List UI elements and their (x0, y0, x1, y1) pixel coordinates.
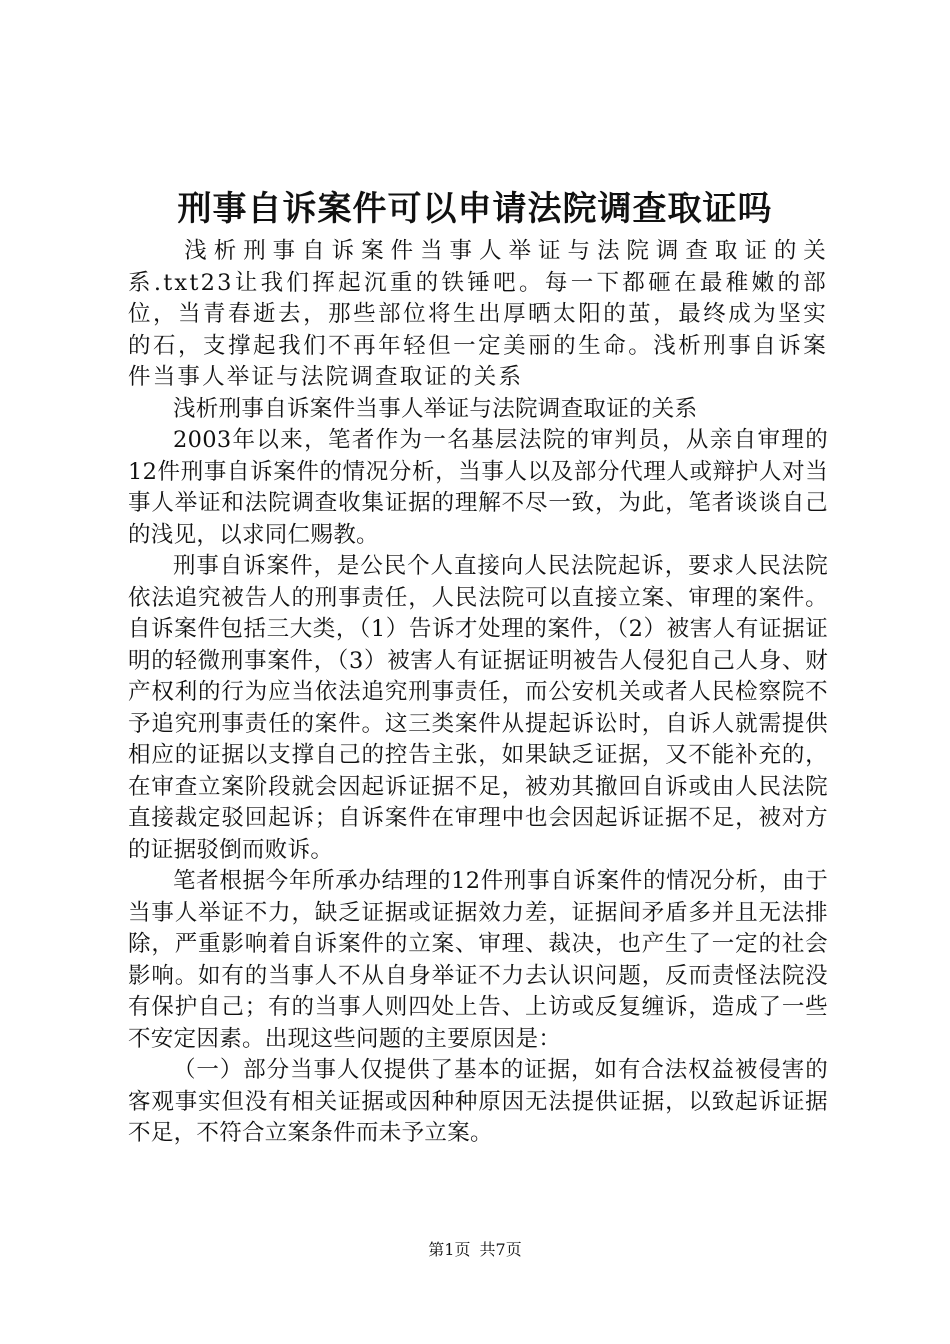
page-footer (0, 1240, 950, 1260)
paragraph-background: 2003年以来，笔者作为一名基层法院的审判员，从亲自审理的12件刑事自诉案件的情况分析，当事人以及部分代理人或辩护人对当事人举证和法院调查收集证据的理解不尽一致，为此，笔者谈谈自己的浅见，以求同仁赐教。 (128, 427, 828, 548)
paragraph-definition: 刑事自诉案件，是公民个人直接向人民法院起诉，要求人民法院依法追究被告人的刑事责任，人民法院可以直接立案、审理的案件。自诉案件包括三大类，（1）告诉才处理的案件，（2）被害人有证据证明的轻微刑事案件，（3）被害人有证据证明被告人侵犯自己人身、财产权利的行为应当依法追究刑事责任，而公安机关或者人民检察院不予追究刑事责任的案件。这三类案件从提起诉讼时，自诉人就需提供相应的证据以支撑自己的控告主张，如果缺乏证据，又不能补充的，在审查立案阶段就会因起诉证据不足，被劝其撤回自诉或由人民法院直接裁定驳回起诉；自诉案件在审理中也会因起诉证据不足，被对方的证据驳倒而败诉。 (128, 553, 828, 863)
paragraph-analysis: 笔者根据今年所承办结理的12件刑事自诉案件的情况分析，由于当事人举证不力，缺乏证据或证据效力差，证据间矛盾多并且无法排除，严重影响着自诉案件的立案、审理、裁决，也产生了一定的社会影响。如有的当事人不从自身举证不力去认识问题，反而责怪法院没有保护自己；有的当事人则四处上告、上访或反复缠诉，造成了一些不安定因素。出现这些问题的主要原因是： (128, 868, 828, 1052)
document-body (128, 236, 828, 1150)
page-number: 第1页 (428, 1240, 471, 1259)
paragraph-reason-one: （一）部分当事人仅提供了基本的证据，如有合法权益被侵害的客观事实但没有相关证据或因种种原因无法提供证据，以致起诉证据不足，不符合立案条件而未予立案。 (128, 1057, 828, 1146)
page-total: 共7页 (479, 1240, 522, 1259)
paragraph-intro: 浅析刑事自诉案件当事人举证与法院调查取证的关系.txt23让我们挥起沉重的铁锤吧。每一下都砸在最稚嫩的部位，当青春逝去，那些部位将生出厚晒太阳的茧，最终成为坚实的石，支撑起我们不再年轻但一定美丽的生命。浅析刑事自诉案件当事人举证与法院调查取证的关系 (128, 238, 828, 390)
document-title: 刑事自诉案件可以申请法院调查取证吗 (177, 189, 773, 229)
paragraph-subtitle: 浅析刑事自诉案件当事人举证与法院调查取证的关系 (173, 395, 698, 422)
